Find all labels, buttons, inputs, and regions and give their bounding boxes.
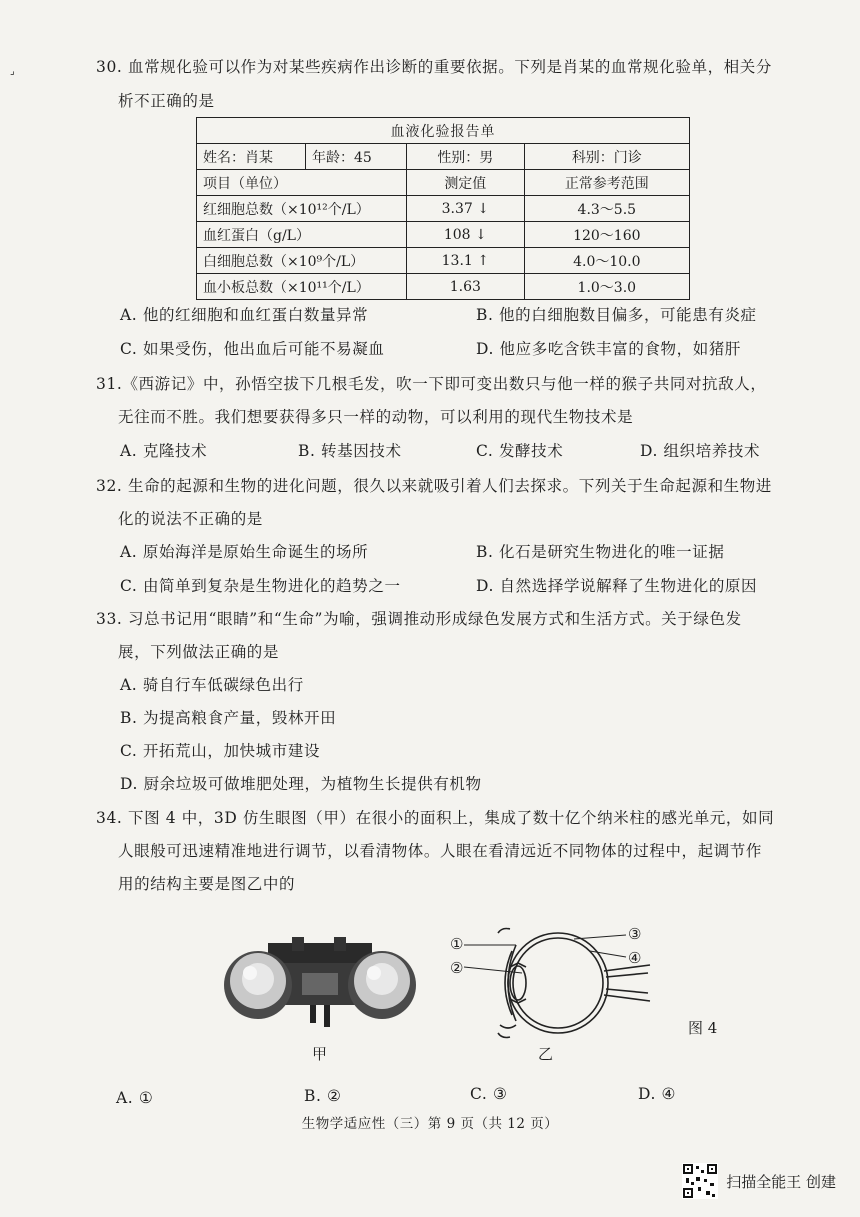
- q33-option-a[interactable]: A. 骑自行车低碳绿色出行: [120, 676, 304, 694]
- figure-4: [0, 915, 860, 1095]
- q32-stem-line1: 32. 生命的起源和生物的进化问题，很久以来就吸引着人们去探求。下列关于生命起源和生物进: [96, 477, 772, 495]
- figure-caption: 图 4: [688, 1019, 718, 1037]
- row-value: 3.37 ↓: [407, 196, 525, 222]
- row-range: 4.0～10.0: [524, 248, 689, 274]
- header-range: 正常参考范围: [524, 170, 689, 196]
- table-row: [197, 222, 690, 248]
- qr-code-icon: [682, 1163, 718, 1199]
- row-item: 血小板总数（×10¹¹个/L）: [197, 274, 407, 300]
- header-value: 测定值: [407, 170, 525, 196]
- q30-option-b[interactable]: B. 他的白细胞数目偏多，可能患有炎症: [476, 306, 757, 324]
- q33-stem-line2: 展，下列做法正确的是: [118, 643, 280, 661]
- q32-option-b[interactable]: B. 化石是研究生物进化的唯一证据: [476, 543, 725, 561]
- q34-option-b[interactable]: B. ②: [304, 1087, 342, 1105]
- q34-option-a[interactable]: A. ①: [116, 1089, 154, 1107]
- q33-stem-line1: 33. 习总书记用“眼睛”和“生命”为喻，强调推动形成绿色发展方式和生活方式。关于绿色发: [96, 610, 742, 628]
- q34-option-c[interactable]: C. ③: [470, 1085, 508, 1103]
- patient-department: 科别：门诊: [524, 144, 689, 170]
- q33-option-b[interactable]: B. 为提高粮食产量，毁林开田: [120, 709, 337, 727]
- bionic-eye-device-image: [222, 933, 418, 1033]
- row-item: 红细胞总数（×10¹²个/L）: [197, 196, 407, 222]
- corner-mark: ⌟: [10, 66, 15, 77]
- q33-option-c[interactable]: C. 开拓荒山，加快城市建设: [120, 742, 321, 760]
- header-item: 项目（单位）: [197, 170, 407, 196]
- q34-stem-line2: 人眼般可迅速精准地进行调节，以看清物体。人眼在看清远近不同物体的过程中，起调节作: [118, 842, 763, 860]
- patient-age: 年龄：45: [306, 144, 407, 170]
- q30-option-a[interactable]: A. 他的红细胞和血红蛋白数量异常: [120, 306, 369, 324]
- watermark-text: 扫描全能王 创建: [726, 1172, 836, 1191]
- q30-stem-line1: 30. 血常规化验可以作为对某些疾病作出诊断的重要依据。下列是肖某的血常规化验单，相关分: [96, 58, 772, 76]
- q31-option-d[interactable]: D. 组织培养技术: [640, 442, 761, 460]
- q31-stem-line2: 无往而不胜。我们想要获得多只一样的动物，可以利用的现代生物技术是: [118, 408, 634, 426]
- q34-stem-line1: 34. 下图 4 中，3D 仿生眼图（甲）在很小的面积上，集成了数十亿个纳米柱的感光单元，如同: [96, 809, 775, 827]
- q32-option-a[interactable]: A. 原始海洋是原始生命诞生的场所: [120, 543, 369, 561]
- table-row: [197, 248, 690, 274]
- page-footer: 生物学适应性（三）第 9 页（共 12 页）: [301, 1116, 559, 1132]
- row-value: 1.63: [407, 274, 525, 300]
- q32-stem-line2: 化的说法不正确的是: [118, 510, 263, 528]
- patient-name: 姓名：肖某: [197, 144, 306, 170]
- row-range: 4.3～5.5: [524, 196, 689, 222]
- marker-4: ④: [628, 949, 642, 967]
- patient-gender: 性别：男: [407, 144, 525, 170]
- row-item: 血红蛋白（g/L）: [197, 222, 407, 248]
- q34-stem-line3: 用的结构主要是图乙中的: [118, 875, 296, 893]
- q30-option-d[interactable]: D. 他应多吃含铁丰富的食物，如猪肝: [476, 340, 742, 358]
- row-value: 108 ↓: [407, 222, 525, 248]
- marker-1: ①: [450, 935, 464, 953]
- table-row: [197, 196, 690, 222]
- row-range: 1.0～3.0: [524, 274, 689, 300]
- q32-option-c[interactable]: C. 由简单到复杂是生物进化的趋势之一: [120, 577, 401, 595]
- figure-label-yi: 乙: [538, 1045, 554, 1063]
- row-range: 120～160: [524, 222, 689, 248]
- q32-option-d[interactable]: D. 自然选择学说解释了生物进化的原因: [476, 577, 758, 595]
- scanner-watermark: [682, 1163, 836, 1199]
- report-title: 血液化验报告单: [197, 118, 690, 144]
- q31-stem-line1: 31.《西游记》中，孙悟空拔下几根毛发，吹一下即可变出数只与他一样的猴子共同对抗敌人，: [96, 375, 767, 393]
- q34-option-d[interactable]: D. ④: [638, 1085, 677, 1103]
- figure-label-jia: 甲: [312, 1045, 328, 1063]
- q30-stem-line2: 析不正确的是: [118, 92, 215, 110]
- q31-option-c[interactable]: C. 发酵技术: [476, 442, 564, 460]
- row-value: 13.1 ↑: [407, 248, 525, 274]
- table-row: [197, 274, 690, 300]
- blood-test-report-table: [196, 117, 690, 300]
- marker-3: ③: [628, 925, 642, 943]
- q30-option-c[interactable]: C. 如果受伤，他出血后可能不易凝血: [120, 340, 385, 358]
- q33-option-d[interactable]: D. 厨余垃圾可做堆肥处理，为植物生长提供有机物: [120, 775, 482, 793]
- q31-option-b[interactable]: B. 转基因技术: [298, 442, 402, 460]
- marker-2: ②: [450, 959, 464, 977]
- row-item: 白细胞总数（×10⁹个/L）: [197, 248, 407, 274]
- q31-option-a[interactable]: A. 克隆技术: [120, 442, 208, 460]
